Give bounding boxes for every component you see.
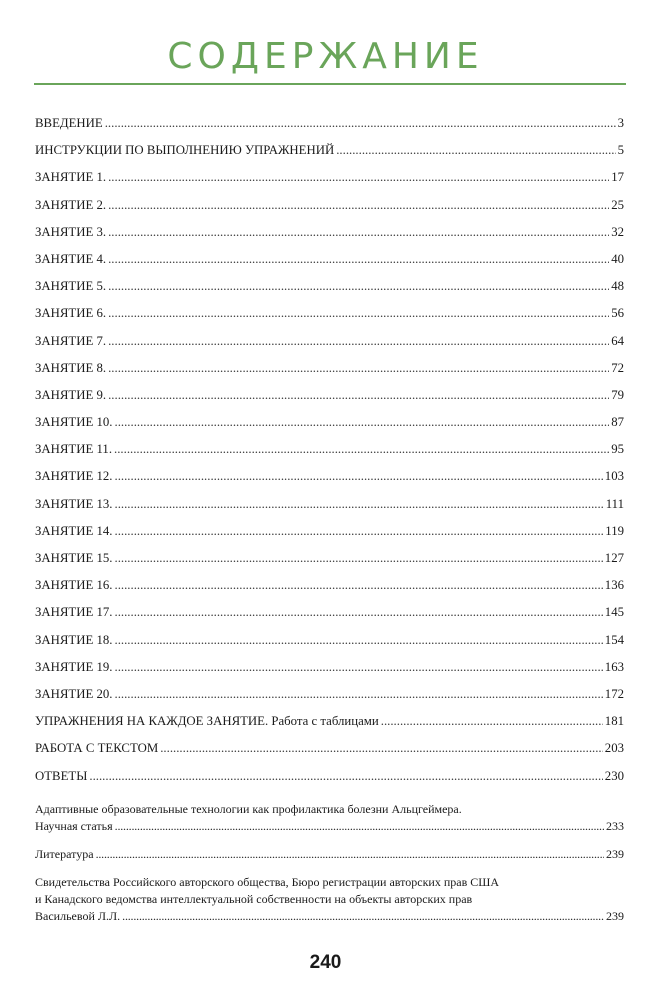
toc-entry-page: 172: [604, 686, 624, 701]
toc-entry-page: 79: [611, 387, 624, 402]
leader-dots: [115, 497, 604, 512]
toc-entry-label: УПРАЖНЕНИЯ НА КАЖДОЕ ЗАНЯТИЕ. Работа с таблицами: [35, 714, 379, 729]
toc-entry[interactable]: [35, 660, 624, 687]
certificates-author: Васильевой Л.Л.: [35, 909, 121, 923]
leader-dots: [108, 279, 609, 294]
page-number: 240: [309, 952, 342, 973]
toc-entry-page: 87: [611, 415, 624, 430]
toc-entry-page: 203: [604, 741, 624, 756]
toc-entry-page: 111: [605, 496, 624, 511]
toc-entry[interactable]: [35, 714, 624, 741]
toc-entry-page: 181: [604, 714, 624, 729]
toc-entry-page: 32: [611, 224, 624, 239]
toc-entry-page: 163: [604, 659, 624, 674]
toc-entry-label: ЗАНЯТИЕ 7.: [35, 333, 107, 348]
leader-dots: [115, 633, 603, 648]
toc-entry-label: ЗАНЯТИЕ 15.: [35, 551, 113, 565]
certificates-line: Свидетельства Российского авторского общества, Бюро регистрации авторских прав США: [35, 875, 500, 889]
toc-entry-label: ЗАНЯТИЕ 13.: [35, 496, 113, 511]
leader-dots: [108, 306, 609, 321]
toc-entry-page: 56: [611, 306, 624, 321]
toc-entry-label: ЗАНЯТИЕ 12.: [35, 469, 113, 484]
toc-entry-label: ЗАНЯТИЕ 6.: [35, 306, 107, 321]
article-subtitle: Научная статья: [35, 819, 113, 833]
toc-entry[interactable]: [35, 741, 624, 768]
toc-entry-label: ЗАНЯТИЕ 8.: [35, 360, 107, 375]
literature-label: Литература: [35, 847, 94, 861]
toc-entry-page: 127: [604, 551, 624, 565]
toc-entry-page: 5: [617, 143, 624, 158]
toc-entry-label: ЗАНЯТИЕ 3.: [35, 224, 107, 239]
toc-entry-literature[interactable]: [35, 846, 624, 863]
toc-entry-page: 3: [617, 116, 624, 130]
toc-entry-label: ИНСТРУКЦИИ ПО ВЫПОЛНЕНИЮ УПРАЖНЕНИЙ: [35, 143, 335, 158]
leader-dots: [108, 252, 609, 267]
toc-entry-label: ЗАНЯТИЕ 11.: [35, 442, 113, 457]
toc-entry-page: 145: [604, 605, 624, 620]
toc-entry-label: ЗАНЯТИЕ 16.: [35, 578, 113, 593]
toc-entry-page: 95: [611, 442, 624, 457]
leader-dots: [108, 334, 609, 349]
toc-entry[interactable]: [35, 225, 624, 252]
leader-dots: [89, 769, 602, 784]
toc-entry-label: ЗАНЯТИЕ 17.: [35, 605, 113, 620]
toc-entry-label: ЗАНЯТИЕ 1.: [35, 170, 107, 185]
toc-entry-label: РАБОТА С ТЕКСТОМ: [35, 741, 159, 756]
toc-entry-label: ЗАНЯТИЕ 5.: [35, 279, 107, 294]
leader-dots: [160, 741, 603, 756]
leader-dots: [105, 116, 616, 131]
toc-entry[interactable]: [35, 116, 624, 143]
toc-entry-page: 17: [611, 170, 624, 185]
toc-entry[interactable]: [35, 469, 624, 496]
toc-entry[interactable]: [35, 524, 624, 551]
toc-entry[interactable]: [35, 578, 624, 605]
toc-entry[interactable]: [35, 306, 624, 333]
leader-dots: [108, 198, 609, 213]
toc-entry-label: ВВЕДЕНИЕ: [35, 116, 103, 130]
table-of-contents: [35, 116, 624, 796]
toc-entry-label: ОТВЕТЫ: [35, 768, 88, 783]
leader-dots: [381, 714, 603, 729]
toc-entry-page: 239: [606, 847, 624, 861]
toc-entry[interactable]: [35, 143, 624, 170]
toc-entry-page: 103: [604, 469, 624, 484]
leader-dots: [115, 578, 603, 593]
toc-entry[interactable]: [35, 497, 624, 524]
toc-entry-label: ЗАНЯТИЕ 19.: [35, 659, 113, 674]
toc-entry-page: 40: [611, 251, 624, 266]
toc-entry-page: 239: [606, 909, 624, 923]
toc-entry-label: ЗАНЯТИЕ 20.: [35, 686, 113, 701]
toc-entry[interactable]: [35, 252, 624, 279]
toc-entry-article[interactable]: [35, 801, 624, 835]
toc-entry-page: 233: [606, 819, 624, 833]
leader-dots: [115, 415, 610, 430]
leader-dots: [115, 660, 603, 675]
toc-entry[interactable]: [35, 633, 624, 660]
toc-entry[interactable]: [35, 388, 624, 415]
leader-dots: [115, 551, 603, 566]
toc-entry[interactable]: [35, 170, 624, 197]
leader-dots: [115, 605, 603, 620]
page-title: СОДЕРЖАНИЕ: [167, 36, 484, 77]
certificates-line: и Канадского ведомства интеллектуальной собственности на объекты авторских прав: [35, 892, 473, 906]
toc-entry-label: ЗАНЯТИЕ 9.: [35, 387, 107, 402]
leader-dots: [115, 818, 604, 835]
leader-dots: [115, 524, 604, 539]
leader-dots: [108, 225, 609, 240]
leader-dots: [114, 442, 609, 457]
toc-entry-label: ЗАНЯТИЕ 10.: [35, 415, 113, 430]
leader-dots: [108, 361, 609, 376]
leader-dots: [122, 908, 604, 925]
toc-entry[interactable]: [35, 551, 624, 578]
toc-entry[interactable]: [35, 769, 624, 796]
toc-entry-label: ЗАНЯТИЕ 18.: [35, 632, 113, 647]
toc-entry-label: ЗАНЯТИЕ 14.: [35, 523, 113, 538]
title-underline: [34, 83, 626, 85]
toc-entry-label: ЗАНЯТИЕ 4.: [35, 251, 107, 266]
toc-entry-page: 64: [611, 333, 624, 348]
leader-dots: [115, 469, 603, 484]
toc-entry-page: 25: [611, 197, 624, 212]
toc-entry-page: 119: [605, 523, 624, 538]
toc-entry[interactable]: [35, 605, 624, 632]
toc-entry[interactable]: [35, 415, 624, 442]
toc-entry-page: 72: [611, 360, 624, 375]
article-title-line: Адаптивные образовательные технологии как профилактика болезни Альцгеймера.: [35, 802, 462, 816]
toc-entry-page: 154: [604, 632, 624, 647]
toc-entry-page: 230: [604, 768, 624, 783]
leader-dots: [108, 170, 609, 185]
toc-entry[interactable]: [35, 442, 624, 469]
toc-entry-label: ЗАНЯТИЕ 2.: [35, 197, 107, 212]
toc-entry[interactable]: [35, 361, 624, 388]
toc-entry-page: 48: [611, 279, 624, 294]
toc-entry-page: 136: [604, 578, 624, 593]
leader-dots: [336, 143, 615, 158]
toc-entry[interactable]: [35, 279, 624, 306]
toc-entry[interactable]: [35, 334, 624, 361]
toc-entry[interactable]: [35, 198, 624, 225]
toc-entry[interactable]: [35, 687, 624, 714]
toc-entry-certificates[interactable]: [35, 874, 624, 925]
leader-dots: [115, 687, 603, 702]
leader-dots: [96, 846, 604, 863]
leader-dots: [108, 388, 609, 403]
